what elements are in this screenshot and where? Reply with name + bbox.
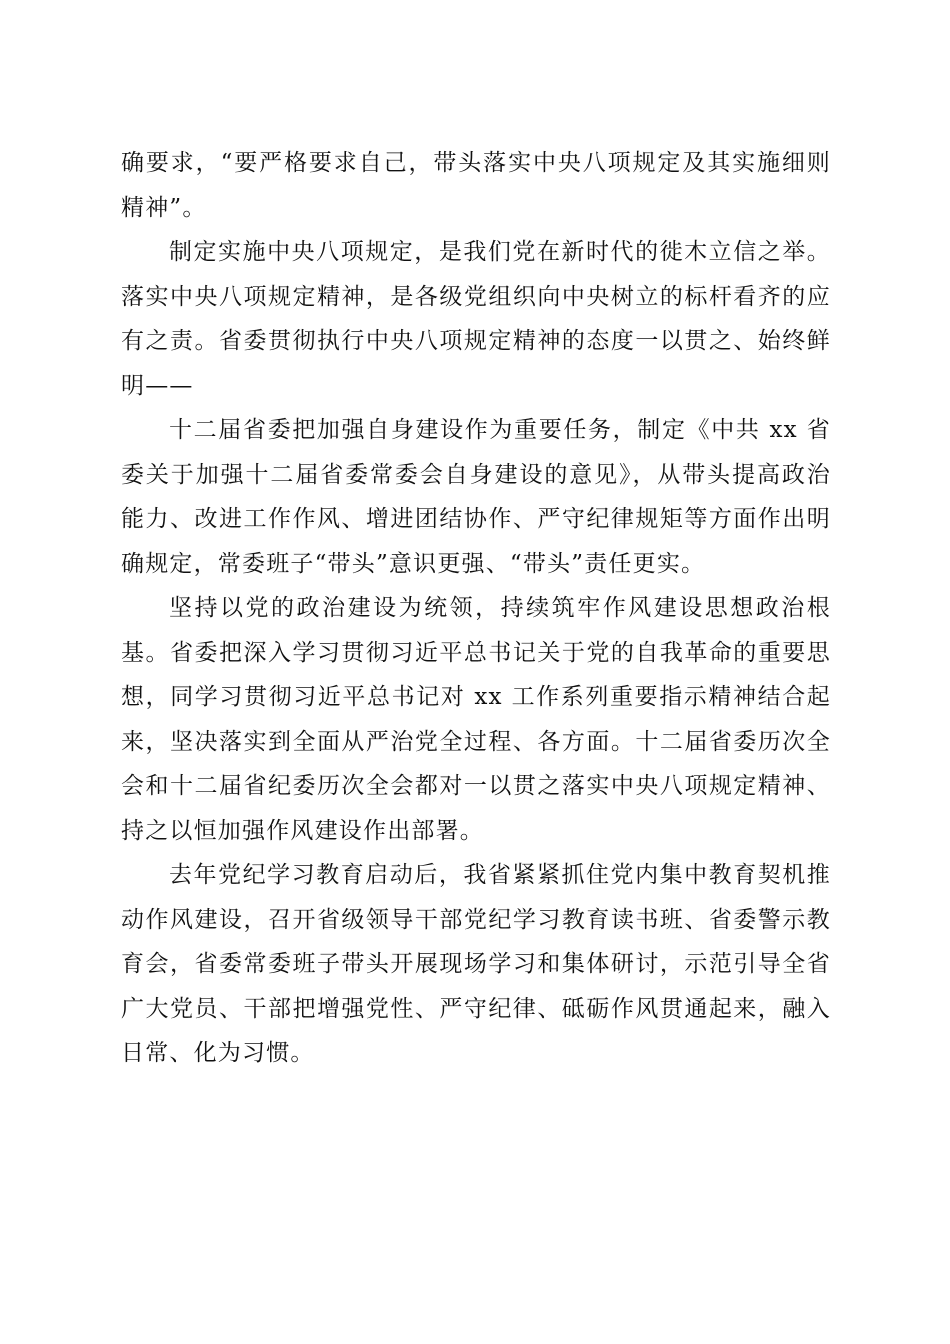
paragraph-4: 坚持以党的政治建设为统领，持续筑牢作风建设思想政治根基。省委把深入学习贯彻习近平总书记关于党的自我革命的重要思想，同学习贯彻习近平总书记对 xx 工作系列重要指示精神结合起来，坚决落实到全面从严治党全过程、各方面。十二届省委历次全会和十二届省纪委历次全会都对一以贯之落实中央八项规定精神、持之以恒加强作风建设作出部署。 (121, 595, 831, 844)
paragraph-3: 十二届省委把加强自身建设作为重要任务，制定《中共 xx 省委关于加强十二届省委常委会自身建设的意见》，从带头提高政治能力、改进工作作风、增进团结协作、严守纪律规矩等方面作出明确规定，常委班子“带头”意识更强、“带头”责任更实。 (121, 417, 831, 577)
paragraph-5: 去年党纪学习教育启动后，我省紧紧抓住党内集中教育契机推动作风建设，召开省级领导干部党纪学习教育读书班、省委警示教育会，省委常委班子带头开展现场学习和集体研讨，示范引导全省广大党员、干部把增强党性、严守纪律、砥砺作风贯通起来，融入日常、化为习惯。 (121, 862, 831, 1066)
paragraph-1: 确要求，“要严格要求自己，带头落实中央八项规定及其实施细则精神”。 (121, 150, 831, 221)
paragraph-2: 制定实施中央八项规定，是我们党在新时代的徙木立信之举。落实中央八项规定精神，是各级党组织向中央树立的标杆看齐的应有之责。省委贯彻执行中央八项规定精神的态度一以贯之、始终鲜明—— (121, 239, 831, 399)
document-body (121, 141, 831, 1076)
